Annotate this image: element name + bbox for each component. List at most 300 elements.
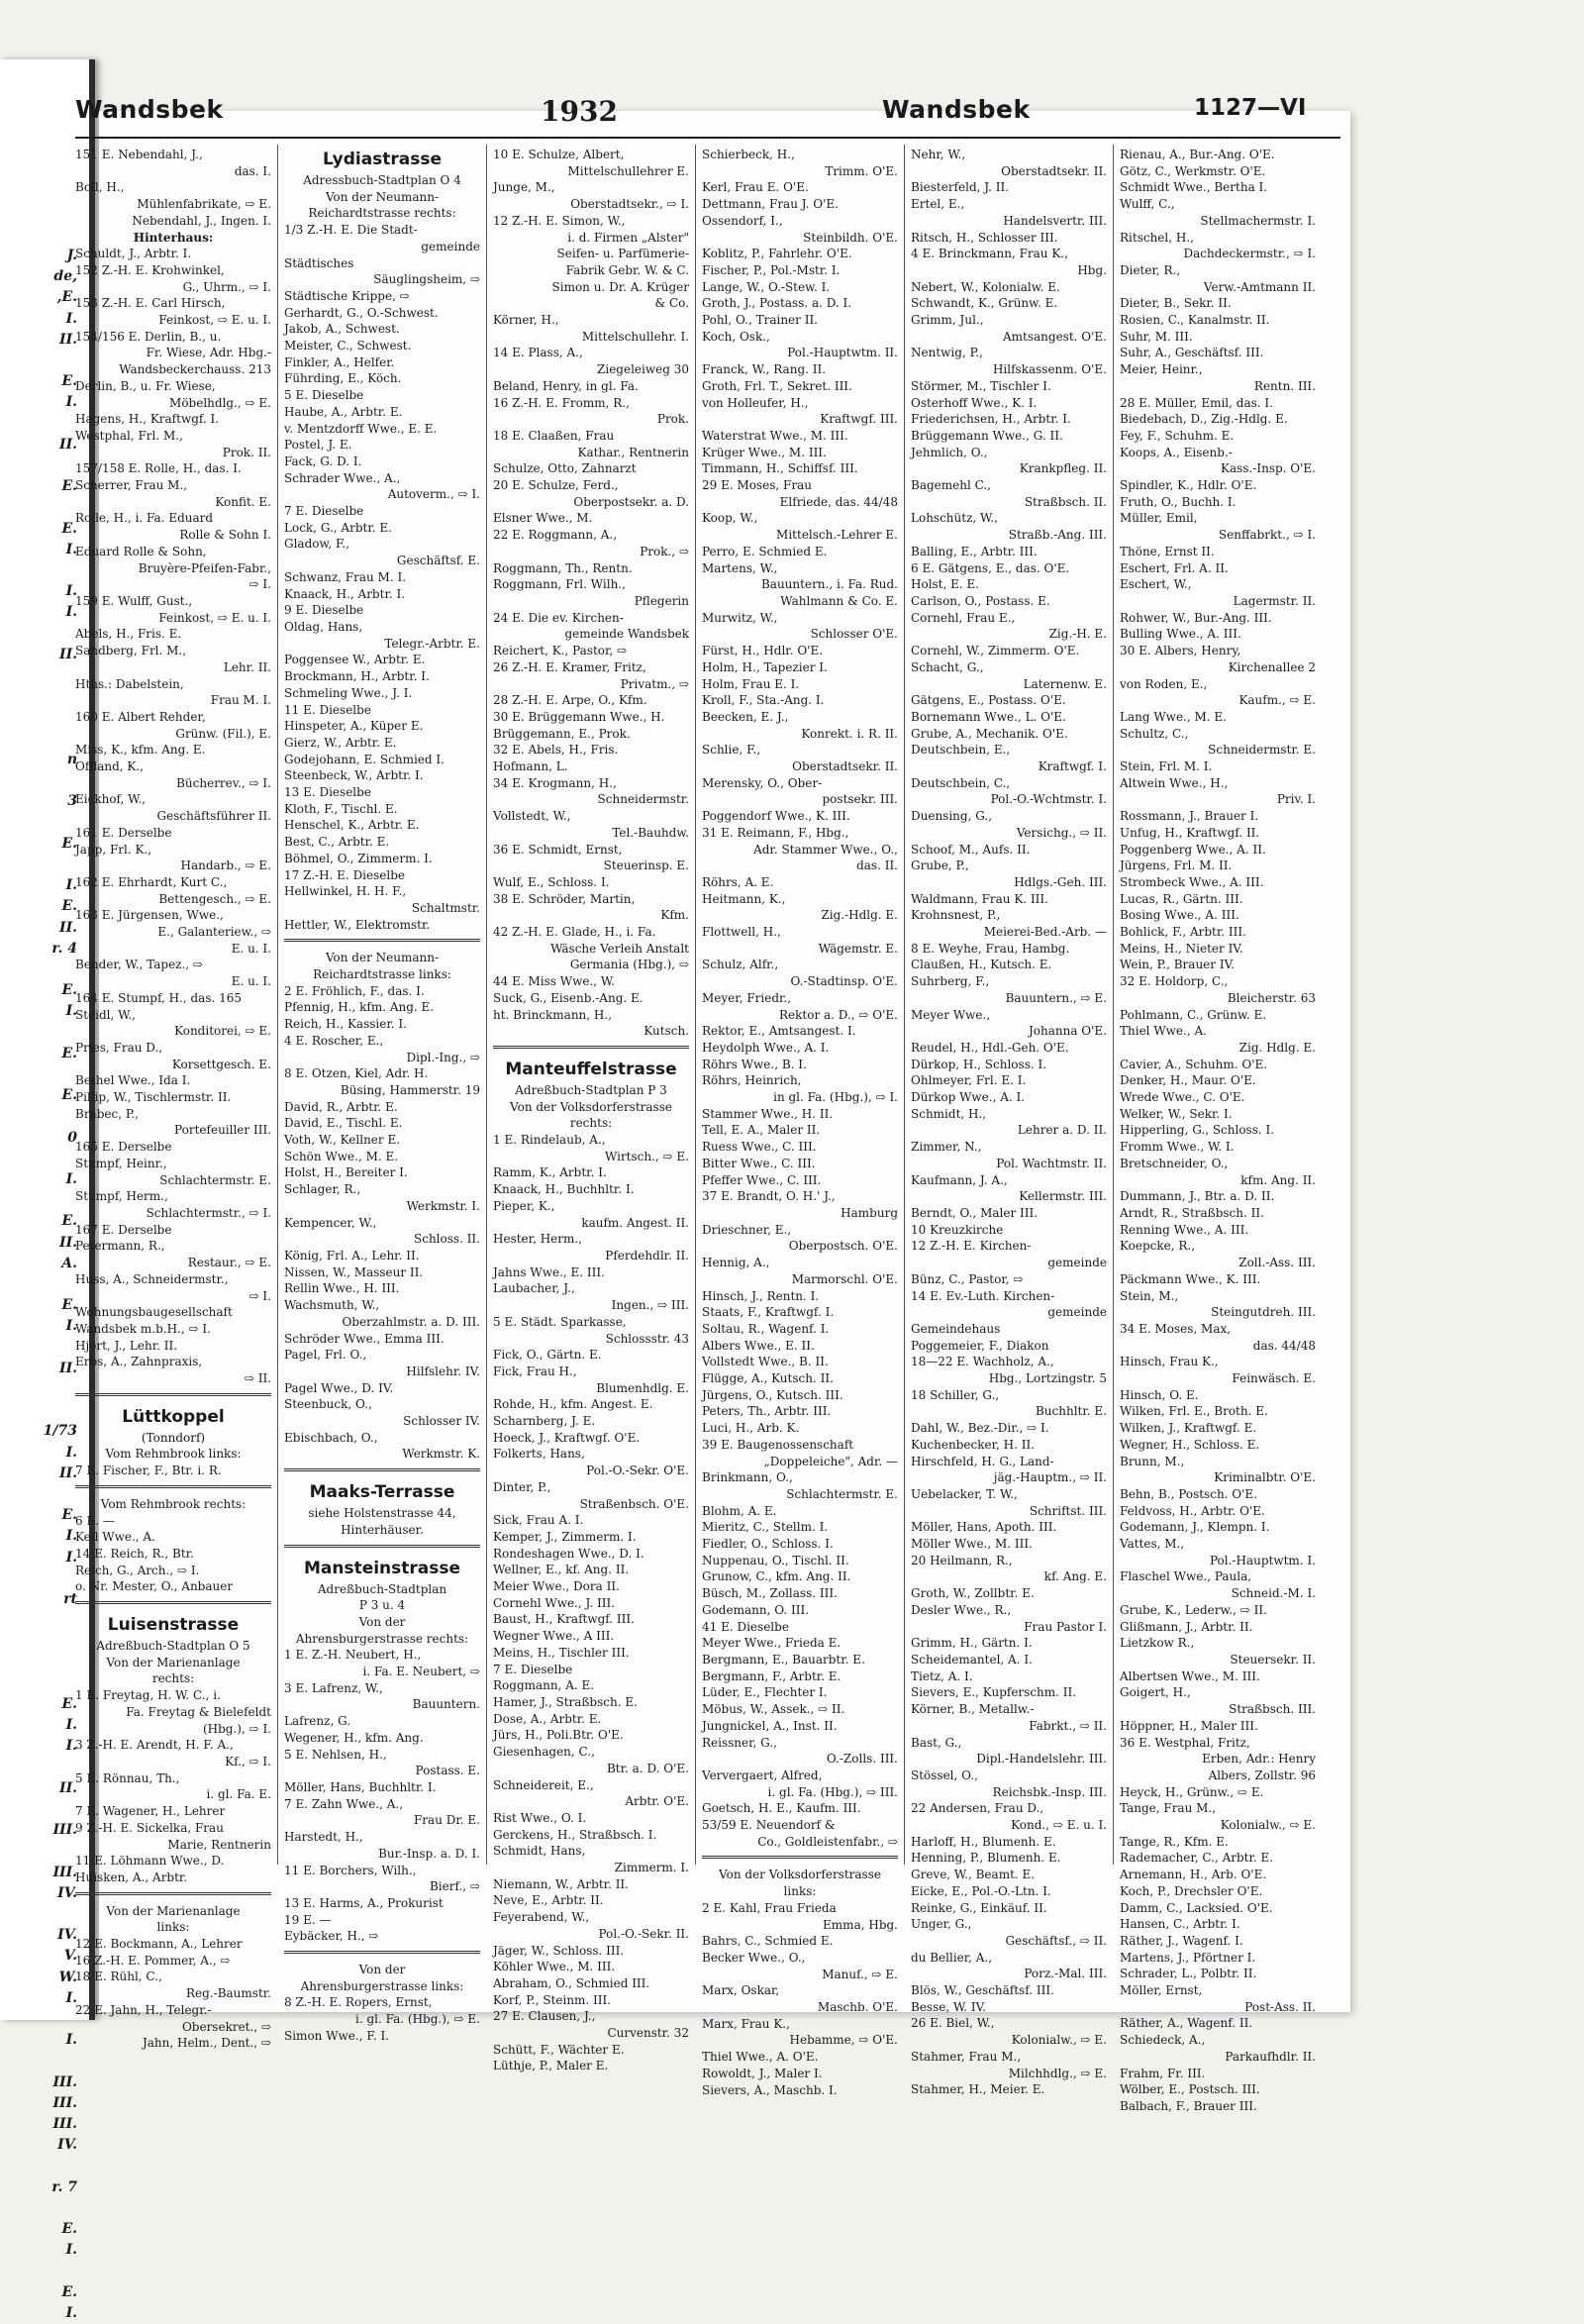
directory-entry: Bosing Wwe., A. III. xyxy=(1120,908,1239,923)
directory-entry: 39 E. Baugenossenschaft xyxy=(702,1437,854,1452)
directory-entry: 14 E. Reich, R., Btr. xyxy=(75,1546,194,1561)
directory-entry: Jürgens, Frl. M. II. xyxy=(1120,859,1233,873)
directory-entry: Brabec, P., xyxy=(75,1106,140,1121)
directory-entry: Amtsangest. O'E. xyxy=(1002,329,1107,344)
edge-fragment: I. xyxy=(65,2242,77,2259)
directory-entry: Wrede Wwe., C. O'E. xyxy=(1120,1090,1245,1105)
directory-entry: Ruess Wwe., C. III. xyxy=(702,1140,817,1155)
directory-entry: Zimmer, N., xyxy=(911,1140,982,1155)
directory-entry: Zig.-Hdlg. E. xyxy=(821,908,898,923)
directory-entry: Thiel Wwe., A. O'E. xyxy=(702,2050,819,2065)
directory-entry: Nehr, W., xyxy=(911,148,966,161)
directory-entry: 19 E. — xyxy=(284,1912,332,1927)
directory-entry: Ingen., ⇨ III. xyxy=(611,1298,689,1313)
directory-entry: 4 E. Brinckmann, Frau K., xyxy=(911,247,1068,261)
directory-entry: Hilfslehr. IV. xyxy=(406,1364,480,1378)
directory-entry: Rondeshagen Wwe., D. I. xyxy=(493,1546,644,1561)
directory-entry: Päckmann Wwe., K. III. xyxy=(1120,1271,1261,1286)
directory-entry: Kfm. xyxy=(660,908,689,923)
directory-entry: Suhrberg, F., xyxy=(911,974,990,989)
edge-fragment: E. xyxy=(61,898,77,915)
directory-entry: Koblitz, P., Fahrlehr. O'E. xyxy=(702,247,852,261)
directory-entry: Knaack, H., Arbtr. I. xyxy=(284,586,406,601)
edge-fragment: E. xyxy=(61,373,77,390)
directory-entry: Prok. xyxy=(656,412,689,427)
directory-column xyxy=(904,145,1113,2097)
directory-entry: Giesenhagen, C., xyxy=(493,1745,595,1760)
edge-fragment: IV. xyxy=(57,2137,77,2154)
directory-entry: 6 E. — xyxy=(75,1513,115,1528)
directory-entry: 151 E. Nebendahl, J., xyxy=(75,148,203,161)
directory-entry: Hdlgs.-Geh. III. xyxy=(1014,874,1107,889)
directory-entry: Zimmerm. I. xyxy=(614,1861,689,1875)
directory-entry: Koop, W., xyxy=(702,511,758,526)
directory-entry: Gladow, F., xyxy=(284,537,350,552)
directory-entry: E. u. I. xyxy=(231,974,271,989)
directory-entry: Kempencer, W., xyxy=(284,1215,377,1230)
directory-entry: Jehmlich, O., xyxy=(911,445,988,459)
edge-fragment: I. xyxy=(65,2032,77,2049)
directory-entry: Körner, H., xyxy=(493,313,559,328)
directory-entry: Hilfskassenm. O'E. xyxy=(992,362,1107,377)
directory-entry: 16 Z.-H. E. Pommer, A., ⇨ xyxy=(75,1953,231,1968)
edge-fragment: III. xyxy=(52,2116,77,2133)
directory-entry: Schmidt, Hans, xyxy=(493,1844,586,1859)
directory-entry: 164 E. Stumpf, H., das. 165 xyxy=(75,990,243,1005)
directory-entry: Abels, H., Fris. E. xyxy=(75,627,182,642)
directory-entry: ⇨ II. xyxy=(244,1371,271,1386)
directory-entry: rechts: xyxy=(569,1116,613,1131)
directory-entry: Oldag, Hans, xyxy=(284,619,363,634)
directory-entry: Ritschel, H., xyxy=(1120,230,1194,245)
directory-entry: Götz, C., Werkmstr. O'E. xyxy=(1120,163,1266,178)
directory-entry: Schlager, R., xyxy=(284,1182,361,1197)
directory-entry: 13 E. Harms, A., Prokurist xyxy=(284,1895,444,1910)
directory-entry: Behn, B., Postsch. O'E. xyxy=(1120,1486,1258,1501)
directory-entry: Abraham, O., Schmied III. xyxy=(493,1975,650,1990)
directory-entry: Voth, W., Kellner E. xyxy=(284,1133,401,1148)
directory-entry: kaufm. Angest. II. xyxy=(581,1215,689,1230)
directory-entry: 1 E. Rindelaub, A., xyxy=(493,1133,606,1148)
directory-entry: Heydolph Wwe., A. I. xyxy=(702,1040,830,1055)
directory-entry: Handarb., ⇨ E. xyxy=(180,859,271,873)
directory-entry: Dahl, W., Bez.-Dir., ⇨ I. xyxy=(911,1421,1049,1436)
directory-entry: Ziegeleiweg 30 xyxy=(597,362,689,377)
directory-entry: Pol.-O.-Wchtmstr. I. xyxy=(990,792,1107,807)
directory-entry: Godejohann, E. Schmied I. xyxy=(284,752,445,766)
directory-entry: 20 Heilmann, R., xyxy=(911,1553,1013,1567)
directory-entry: Brinkmann, O., xyxy=(702,1470,793,1485)
directory-entry: Beland, Henry, in gl. Fa. xyxy=(493,378,639,393)
directory-entry: Franck, W., Rang. II. xyxy=(702,362,827,377)
directory-entry: Kaufmann, J. A., xyxy=(911,1172,1008,1187)
directory-column xyxy=(75,145,277,2051)
directory-entry: Hellwinkel, H. H. F., xyxy=(284,884,407,899)
edge-fragment: E. xyxy=(61,1696,77,1713)
directory-entry: 34 E. Krogmann, H., xyxy=(493,775,617,790)
directory-entry: E., Galanteriew., ⇨ xyxy=(157,925,271,940)
directory-entry: Berndt, O., Maler III. xyxy=(911,1206,1039,1220)
directory-entry: Maschb. O'E. xyxy=(817,2000,898,2015)
directory-entry: Hester, Herm., xyxy=(493,1232,583,1247)
directory-entry: Pagel, Frl. O., xyxy=(284,1348,367,1363)
directory-entry: 159 E. Wulff, Gust., xyxy=(75,593,193,608)
directory-entry: 29 E. Moses, Frau xyxy=(702,478,812,493)
edge-fragment: I. xyxy=(65,310,77,327)
directory-entry: Ahrensburgerstrasse rechts: xyxy=(295,1631,469,1646)
directory-entry: Werkmstr. I. xyxy=(406,1198,480,1213)
section-divider xyxy=(284,1951,480,1960)
edge-fragment: 1/73 xyxy=(43,1423,77,1440)
directory-entry: Geschäftsf. E. xyxy=(396,554,480,568)
directory-entry: Tietz, A. I. xyxy=(911,1668,973,1683)
directory-entry: Schriftst. III. xyxy=(1029,1503,1107,1518)
directory-entry: Grunow, C., kfm. Ang. II. xyxy=(702,1569,851,1584)
directory-entry: 12 Z.-H. E. Kirchen- xyxy=(911,1239,1032,1254)
directory-entry: Schacht, G., xyxy=(911,659,984,674)
directory-entry: Pol.-Hauptwtm. II. xyxy=(787,346,898,360)
directory-entry: Schulze, Otto, Zahnarzt xyxy=(493,461,637,476)
directory-entry: 3 Z.-H. E. Arendt, H. F. A., xyxy=(75,1738,234,1753)
directory-entry: Reich, H., Kassier. I. xyxy=(284,1017,407,1032)
directory-entry: Stumpf, Heinr., xyxy=(75,1156,167,1170)
directory-entry: Tange, R., Kfm. E. xyxy=(1120,1834,1229,1849)
directory-entry: Biesterfeld, J. II. xyxy=(911,180,1010,195)
edge-fragment: E. xyxy=(61,1087,77,1104)
directory-entry: Rohwer, W., Bur.-Ang. III. xyxy=(1120,610,1272,625)
directory-entry: Möller, Hans, Buchhltr. I. xyxy=(284,1779,437,1794)
directory-entry: Wulf, E., Schloss. I. xyxy=(493,874,610,889)
directory-entry: Bur.-Insp. a. D. I. xyxy=(378,1846,480,1861)
directory-entry: kfm. Ang. II. xyxy=(1240,1172,1316,1187)
directory-entry: Krohnsnest, P., xyxy=(911,908,1001,923)
directory-entry: Gemeindehaus xyxy=(911,1321,1001,1336)
directory-entry: Böhmel, O., Zimmerm. I. xyxy=(284,851,433,865)
directory-entry: 165 E. Derselbe xyxy=(75,1140,172,1155)
directory-entry: 9 E. Dieselbe xyxy=(284,603,364,618)
directory-entry: Tell, E. A., Maler II. xyxy=(702,1123,821,1138)
directory-entry: Wegner, H., Schloss. E. xyxy=(1120,1437,1260,1452)
directory-entry: 37 E. Brandt, O. H.' J., xyxy=(702,1189,836,1204)
directory-entry: Steenbuck, O., xyxy=(284,1397,372,1412)
directory-entry: Desler Wwe., R., xyxy=(911,1602,1012,1617)
directory-entry: Schröder Wwe., Emma III. xyxy=(284,1331,445,1346)
directory-entry: Lehr. II. xyxy=(223,659,271,674)
directory-entry: Schmidt Wwe., Bertha I. xyxy=(1120,180,1268,195)
directory-entry: 30 E. Brüggemann Wwe., H. xyxy=(493,709,665,724)
directory-entry: Ertel, E., xyxy=(911,197,965,212)
directory-entry: Lohschütz, W., xyxy=(911,511,998,526)
directory-entry: Koch, P., Drechsler O'E. xyxy=(1120,1883,1263,1898)
directory-entry: Suhr, M. III. xyxy=(1120,329,1193,344)
directory-entry: Mieritz, C., Stellm. I. xyxy=(702,1520,829,1535)
directory-entry: kf. Ang. E. xyxy=(1043,1569,1107,1584)
directory-entry: Schlosser IV. xyxy=(403,1414,480,1429)
edge-fragment: I. xyxy=(65,1717,77,1734)
directory-entry: Stein, M., xyxy=(1120,1288,1179,1303)
directory-entry: Dipl.-Ing., ⇨ xyxy=(406,1050,480,1064)
directory-entry: Staats, F., Kraftwgf. I. xyxy=(702,1305,835,1320)
directory-entry: Rowoldt, J., Maler I. xyxy=(702,2066,823,2080)
directory-entry: Jahns Wwe., E. III. xyxy=(493,1264,605,1279)
directory-entry: Vom Rehmbrook links: xyxy=(105,1447,242,1462)
directory-entry: Godemann, J., Klempn. I. xyxy=(1120,1520,1270,1535)
directory-entry: Steidl, W., xyxy=(75,1007,136,1022)
directory-entry: Manuf., ⇨ E. xyxy=(822,1967,898,1981)
directory-entry: in gl. Fa. (Hbg.), ⇨ I. xyxy=(773,1090,898,1105)
edge-fragment xyxy=(0,2198,89,2219)
directory-entry: Damm, C., Lacksied. O'E. xyxy=(1120,1900,1273,1915)
directory-entry: Buchhltr. E. xyxy=(1035,1404,1107,1419)
directory-entry: Pol.-O.-Sekr. II. xyxy=(598,1926,689,1941)
directory-entry: Rolle, H., i. Fa. Eduard xyxy=(75,511,214,526)
directory-entry: Unger, G., xyxy=(911,1917,972,1932)
directory-entry: Rellin Wwe., H. III. xyxy=(284,1281,400,1296)
directory-entry: 11 E. Löhmann Wwe., D. xyxy=(75,1854,225,1869)
directory-entry: Roggmann, Th., Rentn. xyxy=(493,560,633,575)
directory-entry: 8 E. Otzen, Kiel, Adr. H. xyxy=(284,1066,429,1081)
directory-entry: 1/3 Z.-H. E. Die Stadt- xyxy=(284,223,418,238)
directory-entry: Gerckens, H., Straßbsch. I. xyxy=(493,1827,657,1842)
directory-entry: Geschäftsführer II. xyxy=(156,809,271,824)
directory-entry: Feinkost, ⇨ E. u. I. xyxy=(158,610,271,625)
directory-entry: Niemann, W., Arbtr. II. xyxy=(493,1876,629,1891)
directory-entry: Wilken, Frl. E., Broth. E. xyxy=(1120,1404,1268,1419)
edge-fragment: I. xyxy=(65,583,77,600)
directory-entry: Hjort, J., Lehr. II. xyxy=(75,1338,178,1353)
directory-entry: Räther, A., Wagenf. II. xyxy=(1120,2016,1253,2031)
directory-entry: Adreßbuch-Stadtplan O 5 xyxy=(96,1639,250,1654)
edge-fragment: ,E. xyxy=(56,289,77,306)
directory-entry: Suhr, A., Geschäftsf. III. xyxy=(1120,346,1264,360)
directory-entry: Erben, Adr.: Henry xyxy=(1202,1752,1316,1767)
edge-fragment: II. xyxy=(59,1234,77,1251)
directory-entry: Poggemeier, F., Diakon xyxy=(911,1338,1049,1353)
directory-entry: Derlin, B., u. Fr. Wiese, xyxy=(75,378,216,393)
directory-entry: Röhrs Wwe., B. I. xyxy=(702,1057,807,1071)
directory-entry: Nebert, W., Kolonialw. E. xyxy=(911,279,1060,294)
directory-entry: Hettler, W., Elektromstr. xyxy=(284,917,431,932)
directory-entry: Schaltmstr. xyxy=(411,900,480,915)
directory-entry: Schoof, M., Aufs. II. xyxy=(911,842,1031,857)
directory-entry: Möller Wwe., M. III. xyxy=(911,1537,1033,1552)
directory-entry: Brüggemann Wwe., G. II. xyxy=(911,428,1063,443)
directory-entry: Bettengesch., ⇨ E. xyxy=(158,891,271,906)
directory-entry: 9 Z.-H. E. Sickelka, Frau xyxy=(75,1820,224,1835)
directory-entry: Jäger, W., Schloss. III. xyxy=(493,1943,625,1958)
directory-entry: Porz.-Mal. III. xyxy=(1024,1967,1107,1981)
directory-entry: Mittelschullehr. I. xyxy=(581,329,689,344)
edge-fragment: W. xyxy=(58,1969,77,1985)
directory-entry: Holst, H., Bereiter I. xyxy=(284,1165,408,1180)
directory-entry: Höppner, H., Maler III. xyxy=(1120,1718,1258,1733)
section-divider xyxy=(284,1468,480,1477)
directory-entry: 53/59 E. Neuendorf & xyxy=(702,1818,836,1833)
directory-entry: Erbs, A., Zahnpraxis, xyxy=(75,1355,203,1369)
directory-entry: Pagel Wwe., D. IV. xyxy=(284,1380,394,1395)
directory-entry: Reissner, G., xyxy=(702,1735,777,1750)
directory-entry: gemeinde xyxy=(1047,1305,1107,1320)
directory-entry: Beecken, E. J., xyxy=(702,709,789,724)
directory-entry: Wachsmuth, W., xyxy=(284,1298,380,1313)
directory-entry: Kirchenallee 2 xyxy=(1228,659,1316,674)
directory-entry: Tel.-Bauhdw. xyxy=(612,825,689,840)
directory-entry: Krankpfleg. II. xyxy=(1019,461,1107,476)
header-rule xyxy=(75,137,1340,139)
directory-entry: Schrader Wwe., A., xyxy=(284,470,401,485)
directory-entry: & Co. xyxy=(654,296,689,311)
directory-entry: Von der Volksdorferstrasse xyxy=(510,1099,672,1114)
edge-fragment: I. xyxy=(65,541,77,557)
directory-entry: 152 Z.-H. E. Krohwinkel, xyxy=(75,262,225,277)
directory-entry: Jürs, H., Poli.Btr. O'E. xyxy=(493,1728,624,1743)
edge-fragment: E. xyxy=(61,1297,77,1314)
directory-entry: Jungnickel, A., Inst. II. xyxy=(702,1718,838,1733)
directory-entry: Hbg. xyxy=(1077,262,1107,277)
directory-entry: Rienau, A., Bur.-Ang. O'E. xyxy=(1120,148,1275,161)
directory-entry: Grube, K., Lederw., ⇨ II. xyxy=(1120,1602,1267,1617)
directory-entry: P 3 u. 4 xyxy=(358,1598,406,1613)
directory-entry: Murwitz, W., xyxy=(702,610,778,625)
directory-entry: 22 Andersen, Frau D., xyxy=(911,1801,1044,1816)
directory-entry: Oberstadtsekr. II. xyxy=(1001,163,1107,178)
directory-entry: O.-Zolls. III. xyxy=(826,1752,898,1767)
directory-entry: 34 E. Moses, Max, xyxy=(1120,1321,1232,1336)
directory-entry: Postel, J. E. xyxy=(284,438,352,453)
directory-entry: Kraftwgf. III. xyxy=(820,412,898,427)
directory-entry: 167 E. Derselbe xyxy=(75,1222,172,1237)
directory-entry: Dieter, B., Sekr. II. xyxy=(1120,296,1232,311)
directory-entry: von Holleufer, H., xyxy=(702,395,809,410)
directory-entry: Goigert, H., xyxy=(1120,1685,1191,1700)
directory-entry: 18 Schiller, G., xyxy=(911,1387,1000,1402)
directory-entry: 28 Z.-H. E. Arpe, O., Kfm. xyxy=(493,693,647,708)
directory-entry: Martens, W., xyxy=(702,560,778,575)
directory-entry: Jürgens, O., Kutsch. III. xyxy=(702,1387,843,1402)
directory-entry: Arnemann, H., Arb. O'E. xyxy=(1120,1868,1267,1882)
directory-entry: Rentn. III. xyxy=(1253,378,1316,393)
directory-entry: Lagermstr. II. xyxy=(1233,593,1316,608)
edge-fragment xyxy=(0,2156,89,2176)
directory-entry: Kraftwgf. I. xyxy=(1038,759,1107,774)
directory-entry: Goetsch, H. E., Kaufm. III. xyxy=(702,1801,861,1816)
directory-entry: Fabrkt., ⇨ II. xyxy=(1029,1718,1107,1733)
edge-fragment: E. xyxy=(61,478,77,495)
directory-entry: Bauuntern. xyxy=(412,1697,480,1712)
directory-entry: Schwandt, K., Grünw. E. xyxy=(911,296,1058,311)
directory-entry: Becker Wwe., O., xyxy=(702,1950,806,1965)
directory-entry: Rektor a. D., ⇨ O'E. xyxy=(778,1007,898,1022)
directory-entry: 10 Kreuzkirche xyxy=(911,1222,1004,1237)
directory-entry: Schneidermstr. xyxy=(597,792,689,807)
directory-entry: Meyer Wwe., xyxy=(911,1007,991,1022)
directory-entry: 18 E. Rühl, C., xyxy=(75,1970,162,1984)
directory-entry: Hinsch, O. E. xyxy=(1120,1387,1199,1402)
edge-fragment: E. xyxy=(61,2221,77,2238)
directory-entry: Godemann, O. III. xyxy=(702,1602,810,1617)
directory-entry: Bahrs, C., Schmied E. xyxy=(702,1934,834,1949)
edge-fragment: 0 xyxy=(67,1129,77,1146)
directory-entry: Reichardtstrasse links: xyxy=(313,967,451,982)
directory-entry: Oberzahlmstr. a. D. III. xyxy=(342,1314,480,1329)
directory-entry: Pillip, W., Tischlermstr. II. xyxy=(75,1090,232,1105)
directory-entry: Lucas, R., Gärtn. III. xyxy=(1120,891,1243,906)
directory-entry: Pol. Wachtmstr. II. xyxy=(996,1156,1107,1170)
directory-entry: Führding, E., Köch. xyxy=(284,371,402,386)
edge-fragment: IV. xyxy=(57,1927,77,1944)
directory-entry: Städtisches xyxy=(284,255,354,270)
directory-entry: Wandsbek m.b.H., ⇨ I. xyxy=(75,1321,211,1336)
directory-entry: Stellmachermstr. I. xyxy=(1200,213,1316,228)
directory-entry: 162 E. Ehrhardt, Kurt C., xyxy=(75,874,228,889)
directory-entry: Nentwig, P., xyxy=(911,346,983,360)
directory-entry: Fack, G. D. I. xyxy=(284,454,362,468)
directory-entry: David, R., Arbtr. E. xyxy=(284,1099,398,1114)
section-divider xyxy=(75,1892,271,1901)
directory-entry: Schlachtermstr., ⇨ I. xyxy=(146,1206,271,1220)
directory-entry: ht. Brinckmann, H., xyxy=(493,1007,613,1022)
directory-entry: Marmorschl. O'E. xyxy=(791,1271,898,1286)
edge-fragment: III. xyxy=(52,1822,77,1839)
directory-entry: Hamer, J., Straßbsch. E. xyxy=(493,1694,638,1709)
directory-entry: Scherrer, Frau M., xyxy=(75,478,188,493)
directory-entry: 44 E. Miss Wwe., W. xyxy=(493,974,615,989)
directory-entry: Lehrer a. D. II. xyxy=(1017,1123,1107,1138)
directory-entry: Mittelsch.-Lehrer E. xyxy=(776,528,898,543)
directory-entry: Pohlmann, C., Grünw. E. xyxy=(1120,1007,1267,1022)
directory-entry: Kemper, J., Zimmerm. I. xyxy=(493,1529,637,1544)
directory-entry: Kerl, Frau E. O'E. xyxy=(702,180,809,195)
directory-entry: Pol.-O.-Sekr. O'E. xyxy=(586,1464,689,1478)
directory-entry: Cornehl, W., Zimmerm. O'E. xyxy=(911,644,1080,658)
directory-entry: Merensky, O., Ober- xyxy=(702,775,823,790)
directory-entry: Kaufm., ⇨ E. xyxy=(1238,693,1316,708)
directory-entry: Schierbeck, H., xyxy=(702,148,795,161)
directory-entry: Meister, C., Schwest. xyxy=(284,339,412,354)
directory-entry: Elsner Wwe., M. xyxy=(493,511,593,526)
directory-entry: Tange, Frau M., xyxy=(1120,1801,1217,1816)
directory-entry: Blös, W., Geschäftsf. III. xyxy=(911,1983,1054,1998)
directory-entry: Wahlmann & Co. E. xyxy=(780,593,898,608)
directory-entry: Stahmer, Frau M., xyxy=(911,2049,1022,2064)
directory-entry: 28 E. Müller, Emil, das. I. xyxy=(1120,395,1273,410)
directory-entry: König, Frl. A., Lehr. II. xyxy=(284,1249,420,1263)
directory-entry: Von der Volksdorferstrasse xyxy=(719,1868,881,1882)
directory-entry: Wägemstr. E. xyxy=(818,941,898,956)
directory-entry: Bretschneider, O., xyxy=(1120,1156,1229,1170)
header-year: 1932 xyxy=(541,95,618,128)
directory-entry: Fiedler, O., Schloss. I. xyxy=(702,1537,834,1552)
directory-entry: Schuldt, J., Arbtr. I. xyxy=(75,247,192,261)
directory-entry: Telegr.-Arbtr. E. xyxy=(384,636,480,651)
directory-entry: Osterhoff Wwe., K. I. xyxy=(911,395,1038,410)
directory-entry: Zoll.-Ass. III. xyxy=(1238,1256,1316,1270)
directory-entry: Albertsen Wwe., M. III. xyxy=(1120,1668,1260,1683)
directory-entry: 2 E. Fröhlich, F., das. I. xyxy=(284,983,425,998)
directory-entry: Kutsch. xyxy=(644,1024,689,1039)
directory-entry: Priv. I. xyxy=(1276,792,1316,807)
directory-entry: Pfeffer Wwe., C. III. xyxy=(702,1172,822,1187)
directory-entry: Spindler, K., Hdlr. O'E. xyxy=(1120,478,1257,493)
directory-entry: Kathar., Rentnerin xyxy=(577,445,689,459)
directory-entry: Ververgaert, Alfred, xyxy=(702,1768,823,1782)
directory-entry: Schrader, L., Polbtr. II. xyxy=(1120,1967,1257,1981)
directory-entry: Henning, P., Blumenh. E. xyxy=(911,1851,1061,1866)
directory-entry: Ramm, K., Arbtr. I. xyxy=(493,1165,607,1180)
directory-entry: Reinke, G., Einkäuf. II. xyxy=(911,1900,1047,1915)
directory-entry: Oberstadtsekr., ⇨ I. xyxy=(570,197,689,212)
edge-fragment: II. xyxy=(59,436,77,453)
